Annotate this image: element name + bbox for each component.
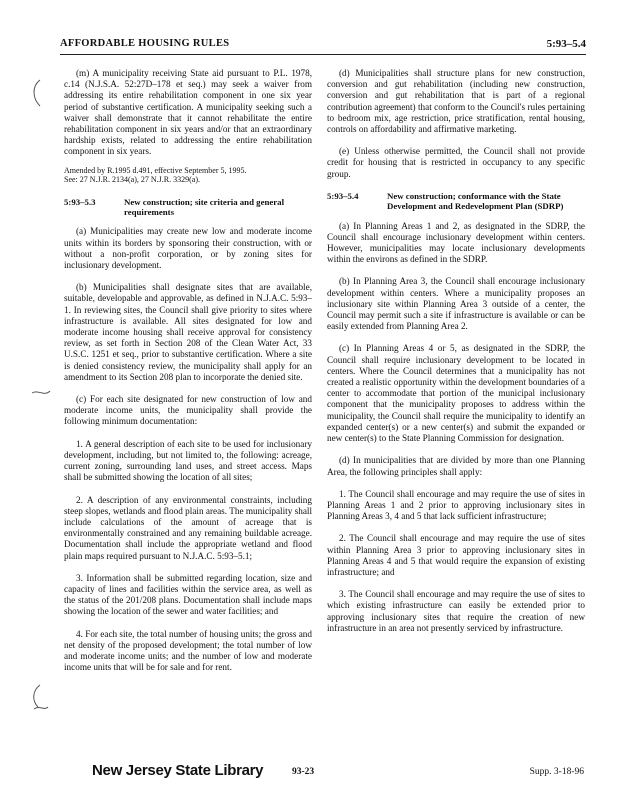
list-item: 2. The Council shall encourage and may require the use of sites within Planning Area 3 prior to approving inclusionary sites in Planning Areas 4 and 5 that would require the expansion of existing infrastructure; and [327,533,585,577]
margin-mark-icon [28,683,50,713]
section-heading [64,197,312,218]
amendment-note [64,166,312,185]
paragraph-d: (d) In municipalities that are divided by more than one Planning Area, the following principles shall apply: [327,455,585,477]
paragraph-b: (b) Municipalities shall designate sites that are available, suitable, developable and approvable, as defined in N.J.A.C. 5:93–1. In reviewing sites, the Council shall give priority to sites where infrastructure is available. All sites designated for low and moderate income housing shall receive approval for consistency review, as set forth in Section 208 of the Clean Water Act, 33 U.S.C. 1251 et seq., prior to substantive certification. Where a site is denied consistency review, the municipality shall apply for an amendment to its Section 208 plan to incorporate the denied site. [64,282,312,382]
library-stamp: New Jersey State Library [92,762,264,779]
list-item: 3. Information shall be submitted regarding location, size and capacity of lines and facilities within the service area, as well as the status of the 201/208 plans. Documentation shall include maps showing the location of the sewer and water facilities; and [64,572,312,617]
margin-mark-icon [28,78,44,108]
list-item: 2. A description of any environmental constraints, including steep slopes, wetlands and flood plain areas. The municipality shall include calculations of the amount of acreage that is environmentally constrained and any remaining buildable acreage. Documentation shall include the appropriate wetland and flood plain maps required pursuant to N.J.A.C. 5:93–5.1; [64,494,312,561]
paragraph-m: (m) A municipality receiving State aid pursuant to P.L. 1978, c.14 (N.J.S.A. 52:27D–178 et seq.) may seek a waiver from addressing its entire rehabilitation component in one six year period of substantive certification. A municipality seeking such a waiver shall demonstrate that it cannot rehabilitate the entire rehabilitation component in six years and/or that an extraordinary hardship exists, related to addressing the entire rehabilitation component in six years. [64,68,312,157]
header-section-range: 5:93–5.4 [546,38,586,50]
section-title: New construction; site criteria and general requirements [124,196,285,218]
section-number: 5:93–5.4 [327,190,359,201]
page-number: 93-23 [292,767,315,777]
paragraph-e: (e) Unless otherwise permitted, the Council shall not provide credit for housing that is restricted in occupancy to any specific group. [327,146,585,179]
paragraph-b: (b) In Planning Area 3, the Council shall encourage inclusionary development within centers. Where a municipality proposes an inclusionary site within Planning Area 3 outside of a center, the Council may permit such a site if infrastructure is available or can be easily extended from Planning Area 2. [327,276,585,332]
paragraph-c: (c) For each site designated for new construction of low and moderate income units, the municipality shall provide the following minimum documentation: [64,394,312,427]
list-item: 3. The Council shall encourage and may require the use of sites to which existing infrastructure can easily be extended prior to approving inclusionary sites that require the creation of new infrastructure in an area not presently serviced by infrastructure. [327,589,585,633]
paragraph-a: (a) Municipalities may create new low and moderate income units within its borders by sponsoring their construction, with or without a non-profit corporation, or by zoning sites for inclusionary development. [64,226,312,271]
paragraph-d: (d) Municipalities shall structure plans for new construction, conversion and gut rehabilitation (including new construction, conversion and gut rehabilitation that is part of a regional contribution agreement) that conform to the Council's rules pertaining to bedroom mix, age restriction, price stratification, rental housing, controls on affordability and affirmative marketing. [327,68,585,135]
paragraph-a: (a) In Planning Areas 1 and 2, as designated in the SDRP, the Council shall encourage inclusionary development within centers. However, municipalities may locate inclusionary developments within the environs as defined in the SDRP. [327,220,585,265]
amendment-line: See: 27 N.J.R. 2134(a), 27 N.J.R. 3329(a). [64,175,200,185]
section-number: 5:93–5.3 [64,196,96,207]
list-item: 1. The Council shall encourage and may require the use of sites in Planning Areas 1 and 2 prior to approving inclusionary sites in Planning Areas 3, 4 and 5 that lack sufficient infrastructure; [327,488,585,522]
right-column [327,68,585,645]
header-title: AFFORDABLE HOUSING RULES [60,38,230,49]
list-item: 1. A general description of each site to be used for inclusionary development, including, but not limited to, the following: acreage, current zoning, surrounding land uses, and street access. Maps shall be submitted showing the location of all sites; [64,438,312,483]
running-header [60,36,586,55]
supplement-date: Supp. 3-18-96 [529,767,584,777]
paragraph-c: (c) In Planning Areas 4 or 5, as designated in the SDRP, the Council shall require inclusionary development to be located in centers. Where the Council determines that a municipality has not created a realistic opportunity within the development boundaries of a center to accommodate that portion of the municipal inclusionary component that the municipality proposes to address within the municipality, the Council shall require the municipality to identify an expanded center(s) or a new center(s) and submit the expanded or new center(s) to the State Planning Commission for designation. [327,343,585,444]
margin-mark-icon [30,385,52,399]
left-column [64,68,312,684]
section-heading [327,191,585,212]
list-item: 4. For each site, the total number of housing units; the gross and net density of the proposed development; the total number of low and moderate income units; and the number of low and moderate income units that will be for sale and for rent. [64,628,312,673]
amendment-line: Amended by R.1995 d.491, effective September 5, 1995. [64,165,247,175]
section-title: New construction; conformance with the State Development and Redevelopment Plan (SDRP) [387,190,564,212]
